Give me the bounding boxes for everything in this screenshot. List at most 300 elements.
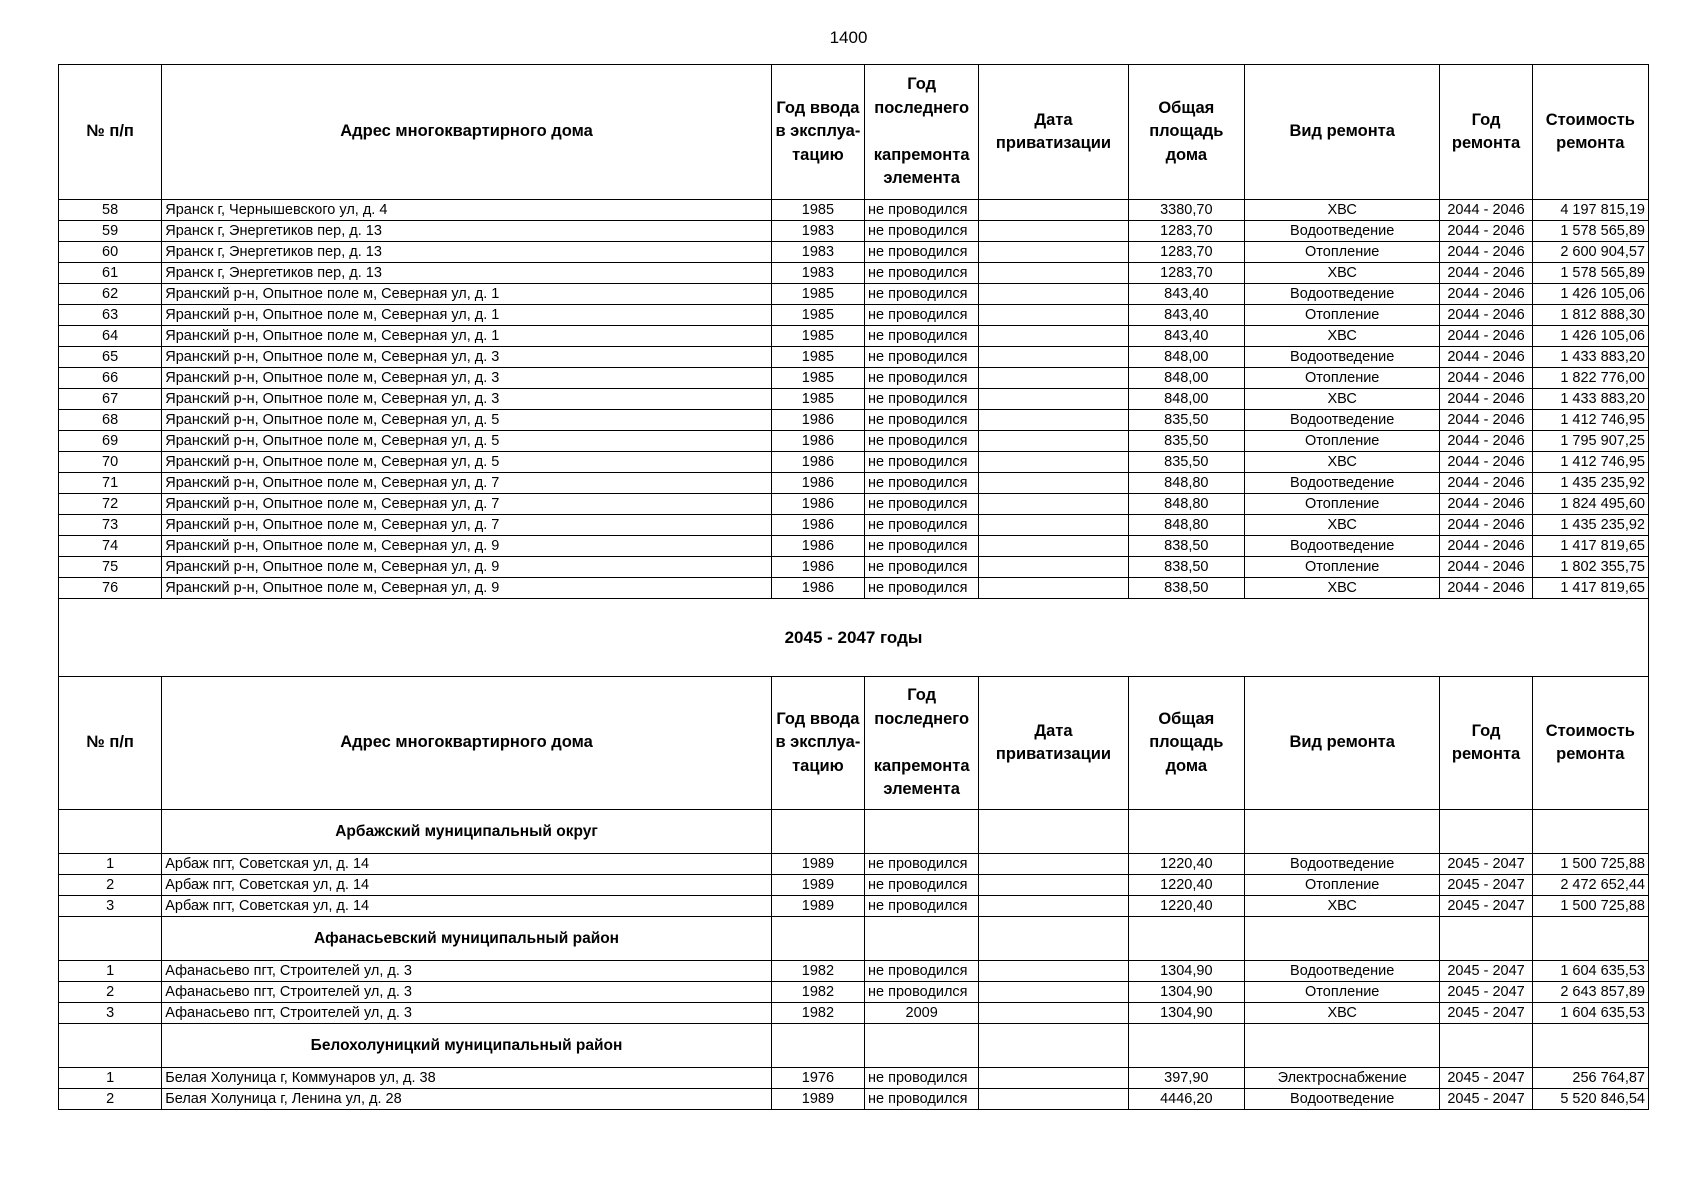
cell-repair-type: Электроснабжение — [1244, 1068, 1439, 1089]
cell-year: 1983 — [771, 263, 864, 284]
cell-repair-type: ХВС — [1244, 515, 1439, 536]
header-last-repair — [865, 677, 979, 810]
cell-num: 75 — [59, 557, 162, 578]
header-area: Общая площадь дома — [1128, 677, 1244, 810]
empty-cell — [59, 1024, 162, 1068]
cell-last-repair: не проводился — [865, 982, 979, 1003]
cell-area: 848,00 — [1128, 347, 1244, 368]
table-row — [59, 431, 1649, 452]
cell-privatization — [979, 305, 1128, 326]
cell-privatization — [979, 263, 1128, 284]
cell-year: 1986 — [771, 431, 864, 452]
cell-repair-type: Отопление — [1244, 982, 1439, 1003]
empty-cell — [979, 1024, 1128, 1068]
table-header-row — [59, 65, 1649, 200]
cell-address: Яранск г, Энергетиков пер, д. 13 — [162, 242, 772, 263]
cell-last-repair: не проводился — [865, 578, 979, 599]
cell-repair-period: 2044 - 2046 — [1440, 431, 1532, 452]
empty-cell — [59, 810, 162, 854]
cell-privatization — [979, 961, 1128, 982]
cell-repair-period: 2045 - 2047 — [1440, 1068, 1532, 1089]
cell-address: Яранский р-н, Опытное поле м, Северная ул, д. 7 — [162, 494, 772, 515]
cell-repair-period: 2044 - 2046 — [1440, 368, 1532, 389]
cell-repair-period: 2044 - 2046 — [1440, 557, 1532, 578]
cell-cost: 1 412 746,95 — [1532, 410, 1648, 431]
cell-year: 1986 — [771, 515, 864, 536]
cell-last-repair: не проводился — [865, 536, 979, 557]
table-row — [59, 896, 1649, 917]
cell-privatization — [979, 326, 1128, 347]
cell-repair-type: ХВС — [1244, 1003, 1439, 1024]
empty-cell — [1128, 917, 1244, 961]
cell-repair-period: 2044 - 2046 — [1440, 200, 1532, 221]
cell-repair-period: 2044 - 2046 — [1440, 452, 1532, 473]
cell-last-repair: не проводился — [865, 494, 979, 515]
empty-cell — [1244, 810, 1439, 854]
empty-cell — [1532, 810, 1648, 854]
table-row — [59, 305, 1649, 326]
empty-cell — [1440, 810, 1532, 854]
cell-address: Арбаж пгт, Советская ул, д. 14 — [162, 875, 772, 896]
cell-year: 1982 — [771, 1003, 864, 1024]
cell-repair-period: 2044 - 2046 — [1440, 305, 1532, 326]
cell-repair-period: 2044 - 2046 — [1440, 473, 1532, 494]
cell-num: 1 — [59, 1068, 162, 1089]
cell-last-repair: не проводился — [865, 242, 979, 263]
cell-repair-type: ХВС — [1244, 389, 1439, 410]
cell-privatization — [979, 200, 1128, 221]
cell-cost: 1 433 883,20 — [1532, 389, 1648, 410]
cell-privatization — [979, 389, 1128, 410]
cell-privatization — [979, 875, 1128, 896]
district-row — [59, 810, 1649, 854]
cell-address: Белая Холуница г, Коммунаров ул, д. 38 — [162, 1068, 772, 1089]
table-row — [59, 368, 1649, 389]
page-number: 1400 — [829, 28, 868, 47]
table-row — [59, 200, 1649, 221]
cell-address: Яранский р-н, Опытное поле м, Северная ул, д. 5 — [162, 431, 772, 452]
cell-last-repair: не проводился — [865, 854, 979, 875]
table-row — [59, 473, 1649, 494]
header-last-repair-line1: Год последнего — [874, 75, 970, 117]
cell-cost: 1 426 105,06 — [1532, 326, 1648, 347]
cell-area: 1220,40 — [1128, 854, 1244, 875]
table-row — [59, 452, 1649, 473]
cell-privatization — [979, 557, 1128, 578]
header-address: Адрес многоквартирного дома — [162, 677, 772, 810]
cell-address: Яранский р-н, Опытное поле м, Северная ул, д. 5 — [162, 452, 772, 473]
cell-area: 843,40 — [1128, 326, 1244, 347]
cell-repair-type: ХВС — [1244, 263, 1439, 284]
cell-repair-type: Отопление — [1244, 494, 1439, 515]
empty-cell — [1440, 917, 1532, 961]
cell-area: 838,50 — [1128, 536, 1244, 557]
cell-privatization — [979, 221, 1128, 242]
header-repair-year: Год ремонта — [1440, 677, 1532, 810]
district-row — [59, 917, 1649, 961]
cell-num: 63 — [59, 305, 162, 326]
cell-cost: 1 824 495,60 — [1532, 494, 1648, 515]
cell-last-repair: не проводился — [865, 221, 979, 242]
cell-year: 1989 — [771, 896, 864, 917]
district-row — [59, 1024, 1649, 1068]
cell-repair-period: 2044 - 2046 — [1440, 242, 1532, 263]
cell-cost: 256 764,87 — [1532, 1068, 1648, 1089]
cell-year: 1986 — [771, 557, 864, 578]
cell-repair-type: ХВС — [1244, 578, 1439, 599]
header-last-repair — [865, 65, 979, 200]
cell-year: 1983 — [771, 242, 864, 263]
cell-privatization — [979, 347, 1128, 368]
empty-cell — [865, 810, 979, 854]
cell-cost: 1 822 776,00 — [1532, 368, 1648, 389]
cell-cost: 1 604 635,53 — [1532, 1003, 1648, 1024]
empty-cell — [1128, 1024, 1244, 1068]
cell-area: 4446,20 — [1128, 1089, 1244, 1110]
empty-cell — [979, 917, 1128, 961]
cell-area: 838,50 — [1128, 557, 1244, 578]
cell-repair-period: 2045 - 2047 — [1440, 896, 1532, 917]
cell-last-repair: не проводился — [865, 284, 979, 305]
cell-area: 1220,40 — [1128, 875, 1244, 896]
cell-repair-type: Водоотведение — [1244, 284, 1439, 305]
cell-year: 1986 — [771, 473, 864, 494]
cell-year: 1986 — [771, 452, 864, 473]
cell-address: Яранский р-н, Опытное поле м, Северная ул, д. 1 — [162, 305, 772, 326]
header-cost: Стоимость ремонта — [1532, 65, 1648, 200]
cell-year: 1989 — [771, 1089, 864, 1110]
table-row — [59, 515, 1649, 536]
header-privatization: Дата приватизации — [979, 677, 1128, 810]
cell-area: 1220,40 — [1128, 896, 1244, 917]
cell-cost: 1 802 355,75 — [1532, 557, 1648, 578]
cell-area: 397,90 — [1128, 1068, 1244, 1089]
cell-privatization — [979, 452, 1128, 473]
cell-num: 67 — [59, 389, 162, 410]
cell-cost: 1 435 235,92 — [1532, 473, 1648, 494]
cell-repair-period: 2044 - 2046 — [1440, 326, 1532, 347]
header-last-repair-line1: Год последнего — [874, 686, 970, 728]
cell-repair-period: 2044 - 2046 — [1440, 536, 1532, 557]
header-num: № п/п — [59, 65, 162, 200]
cell-year: 1985 — [771, 305, 864, 326]
cell-num: 68 — [59, 410, 162, 431]
cell-repair-period: 2045 - 2047 — [1440, 961, 1532, 982]
cell-repair-period: 2044 - 2046 — [1440, 578, 1532, 599]
cell-privatization — [979, 410, 1128, 431]
cell-address: Яранск г, Энергетиков пер, д. 13 — [162, 263, 772, 284]
cell-num: 3 — [59, 1003, 162, 1024]
cell-address: Яранский р-н, Опытное поле м, Северная ул, д. 1 — [162, 284, 772, 305]
cell-privatization — [979, 494, 1128, 515]
cell-num: 71 — [59, 473, 162, 494]
cell-cost: 2 600 904,57 — [1532, 242, 1648, 263]
header-privatization: Дата приватизации — [979, 65, 1128, 200]
cell-address: Яранский р-н, Опытное поле м, Северная ул, д. 9 — [162, 557, 772, 578]
cell-last-repair: 2009 — [865, 1003, 979, 1024]
cell-year: 1976 — [771, 1068, 864, 1089]
cell-privatization — [979, 284, 1128, 305]
cell-address: Арбаж пгт, Советская ул, д. 14 — [162, 896, 772, 917]
cell-area: 1283,70 — [1128, 263, 1244, 284]
table-row — [59, 389, 1649, 410]
header-num: № п/п — [59, 677, 162, 810]
cell-num: 61 — [59, 263, 162, 284]
table-row — [59, 536, 1649, 557]
header-repair-type: Вид ремонта — [1244, 677, 1439, 810]
cell-repair-type: Отопление — [1244, 557, 1439, 578]
cell-privatization — [979, 1089, 1128, 1110]
cell-repair-period: 2044 - 2046 — [1440, 494, 1532, 515]
cell-last-repair: не проводился — [865, 389, 979, 410]
cell-repair-period: 2045 - 2047 — [1440, 982, 1532, 1003]
cell-repair-type: Водоотведение — [1244, 473, 1439, 494]
cell-area: 838,50 — [1128, 578, 1244, 599]
cell-area: 848,80 — [1128, 494, 1244, 515]
header-repair-type: Вид ремонта — [1244, 65, 1439, 200]
cell-address: Яранский р-н, Опытное поле м, Северная ул, д. 5 — [162, 410, 772, 431]
cell-last-repair: не проводился — [865, 452, 979, 473]
cell-num: 74 — [59, 536, 162, 557]
empty-cell — [771, 917, 864, 961]
header-last-repair-line2: капремонта элемента — [873, 756, 970, 799]
cell-privatization — [979, 431, 1128, 452]
cell-num: 76 — [59, 578, 162, 599]
header-cost: Стоимость ремонта — [1532, 677, 1648, 810]
cell-repair-period: 2044 - 2046 — [1440, 410, 1532, 431]
cell-num: 2 — [59, 875, 162, 896]
cell-privatization — [979, 1068, 1128, 1089]
cell-cost: 1 604 635,53 — [1532, 961, 1648, 982]
cell-address: Белая Холуница г, Ленина ул, д. 28 — [162, 1089, 772, 1110]
cell-num: 3 — [59, 896, 162, 917]
cell-year: 1989 — [771, 854, 864, 875]
cell-privatization — [979, 854, 1128, 875]
cell-last-repair: не проводился — [865, 347, 979, 368]
cell-address: Яранский р-н, Опытное поле м, Северная ул, д. 3 — [162, 389, 772, 410]
table-row — [59, 854, 1649, 875]
table-row — [59, 578, 1649, 599]
cell-year: 1982 — [771, 982, 864, 1003]
cell-repair-period: 2044 - 2046 — [1440, 347, 1532, 368]
table-row — [59, 1089, 1649, 1110]
cell-last-repair: не проводился — [865, 410, 979, 431]
table-row — [59, 982, 1649, 1003]
cell-num: 1 — [59, 961, 162, 982]
cell-privatization — [979, 982, 1128, 1003]
cell-year: 1985 — [771, 347, 864, 368]
cell-repair-type: Водоотведение — [1244, 854, 1439, 875]
cell-last-repair: не проводился — [865, 896, 979, 917]
empty-cell — [1532, 917, 1648, 961]
cell-privatization — [979, 368, 1128, 389]
cell-last-repair: не проводился — [865, 1089, 979, 1110]
cell-area: 843,40 — [1128, 305, 1244, 326]
cell-repair-period: 2045 - 2047 — [1440, 1003, 1532, 1024]
cell-repair-type: ХВС — [1244, 200, 1439, 221]
repair-register-table — [58, 64, 1649, 1110]
cell-address: Яранский р-н, Опытное поле м, Северная ул, д. 7 — [162, 473, 772, 494]
cell-privatization — [979, 578, 1128, 599]
cell-address: Арбаж пгт, Советская ул, д. 14 — [162, 854, 772, 875]
cell-cost: 1 417 819,65 — [1532, 536, 1648, 557]
header-repair-year: Год ремонта — [1440, 65, 1532, 200]
cell-address: Яранский р-н, Опытное поле м, Северная ул, д. 9 — [162, 578, 772, 599]
table-header-row-2 — [59, 677, 1649, 810]
cell-repair-period: 2045 - 2047 — [1440, 854, 1532, 875]
empty-cell — [979, 810, 1128, 854]
cell-privatization — [979, 1003, 1128, 1024]
cell-num: 65 — [59, 347, 162, 368]
section-title-row — [59, 599, 1649, 677]
cell-year: 1985 — [771, 200, 864, 221]
table-row — [59, 557, 1649, 578]
cell-area: 3380,70 — [1128, 200, 1244, 221]
district-name: Арбажский муниципальный округ — [162, 810, 772, 854]
cell-privatization — [979, 896, 1128, 917]
district-name: Белохолуницкий муниципальный район — [162, 1024, 772, 1068]
cell-privatization — [979, 515, 1128, 536]
cell-area: 835,50 — [1128, 410, 1244, 431]
cell-last-repair: не проводился — [865, 1068, 979, 1089]
cell-area: 848,80 — [1128, 473, 1244, 494]
cell-num: 58 — [59, 200, 162, 221]
cell-privatization — [979, 473, 1128, 494]
cell-repair-type: Отопление — [1244, 431, 1439, 452]
cell-repair-type: Водоотведение — [1244, 221, 1439, 242]
header-last-repair-line2: капремонта элемента — [873, 145, 970, 188]
cell-repair-type: Водоотведение — [1244, 961, 1439, 982]
table-row — [59, 875, 1649, 896]
cell-area: 843,40 — [1128, 284, 1244, 305]
cell-repair-period: 2045 - 2047 — [1440, 875, 1532, 896]
cell-year: 1983 — [771, 221, 864, 242]
cell-repair-type: Отопление — [1244, 242, 1439, 263]
cell-last-repair: не проводился — [865, 515, 979, 536]
cell-area: 835,50 — [1128, 452, 1244, 473]
cell-address: Яранск г, Чернышевского ул, д. 4 — [162, 200, 772, 221]
cell-last-repair: не проводился — [865, 305, 979, 326]
cell-address: Яранск г, Энергетиков пер, д. 13 — [162, 221, 772, 242]
table-row — [59, 284, 1649, 305]
cell-repair-type: Водоотведение — [1244, 347, 1439, 368]
cell-repair-type: Водоотведение — [1244, 1089, 1439, 1110]
district-name: Афанасьевский муниципальный район — [162, 917, 772, 961]
empty-cell — [1128, 810, 1244, 854]
table-row — [59, 961, 1649, 982]
cell-cost: 5 520 846,54 — [1532, 1089, 1648, 1110]
cell-area: 848,80 — [1128, 515, 1244, 536]
cell-repair-type: ХВС — [1244, 326, 1439, 347]
cell-address: Афанасьево пгт, Строителей ул, д. 3 — [162, 961, 772, 982]
cell-address: Яранский р-н, Опытное поле м, Северная ул, д. 3 — [162, 368, 772, 389]
cell-cost: 1 412 746,95 — [1532, 452, 1648, 473]
cell-year: 1989 — [771, 875, 864, 896]
table-row — [59, 221, 1649, 242]
cell-last-repair: не проводился — [865, 368, 979, 389]
cell-repair-type: Отопление — [1244, 305, 1439, 326]
cell-year: 1985 — [771, 389, 864, 410]
cell-last-repair: не проводился — [865, 326, 979, 347]
empty-cell — [865, 1024, 979, 1068]
cell-address: Яранский р-н, Опытное поле м, Северная ул, д. 7 — [162, 515, 772, 536]
cell-repair-period: 2044 - 2046 — [1440, 263, 1532, 284]
cell-repair-type: ХВС — [1244, 452, 1439, 473]
cell-area: 835,50 — [1128, 431, 1244, 452]
cell-cost: 1 795 907,25 — [1532, 431, 1648, 452]
cell-area: 848,00 — [1128, 389, 1244, 410]
cell-num: 1 — [59, 854, 162, 875]
cell-area: 1304,90 — [1128, 982, 1244, 1003]
table-row — [59, 1068, 1649, 1089]
cell-last-repair: не проводился — [865, 200, 979, 221]
cell-address: Яранский р-н, Опытное поле м, Северная ул, д. 1 — [162, 326, 772, 347]
cell-num: 2 — [59, 1089, 162, 1110]
empty-cell — [771, 1024, 864, 1068]
cell-repair-type: Водоотведение — [1244, 536, 1439, 557]
cell-area: 1304,90 — [1128, 1003, 1244, 1024]
cell-num: 66 — [59, 368, 162, 389]
cell-year: 1982 — [771, 961, 864, 982]
cell-address: Яранский р-н, Опытное поле м, Северная ул, д. 9 — [162, 536, 772, 557]
cell-year: 1986 — [771, 536, 864, 557]
cell-year: 1986 — [771, 410, 864, 431]
cell-year: 1985 — [771, 368, 864, 389]
cell-repair-type: Отопление — [1244, 368, 1439, 389]
empty-cell — [771, 810, 864, 854]
cell-address: Яранский р-н, Опытное поле м, Северная ул, д. 3 — [162, 347, 772, 368]
cell-area: 848,00 — [1128, 368, 1244, 389]
cell-privatization — [979, 536, 1128, 557]
cell-num: 69 — [59, 431, 162, 452]
cell-last-repair: не проводился — [865, 473, 979, 494]
cell-cost: 1 500 725,88 — [1532, 854, 1648, 875]
cell-privatization — [979, 242, 1128, 263]
cell-num: 59 — [59, 221, 162, 242]
table-row — [59, 1003, 1649, 1024]
empty-cell — [59, 917, 162, 961]
header-area: Общая площадь дома — [1128, 65, 1244, 200]
cell-cost: 2 643 857,89 — [1532, 982, 1648, 1003]
cell-repair-type: Водоотведение — [1244, 410, 1439, 431]
cell-repair-period: 2045 - 2047 — [1440, 1089, 1532, 1110]
empty-cell — [1440, 1024, 1532, 1068]
empty-cell — [1532, 1024, 1648, 1068]
header-year-commission: Год ввода в эксплуа-тацию — [771, 677, 864, 810]
cell-cost: 1 500 725,88 — [1532, 896, 1648, 917]
empty-cell — [1244, 917, 1439, 961]
empty-cell — [865, 917, 979, 961]
cell-last-repair: не проводился — [865, 263, 979, 284]
cell-year: 1986 — [771, 578, 864, 599]
cell-area: 1283,70 — [1128, 221, 1244, 242]
cell-num: 60 — [59, 242, 162, 263]
cell-address: Афанасьево пгт, Строителей ул, д. 3 — [162, 982, 772, 1003]
cell-num: 72 — [59, 494, 162, 515]
header-year-commission: Год ввода в эксплуа-тацию — [771, 65, 864, 200]
cell-year: 1985 — [771, 284, 864, 305]
cell-num: 73 — [59, 515, 162, 536]
cell-last-repair: не проводился — [865, 875, 979, 896]
cell-repair-period: 2044 - 2046 — [1440, 515, 1532, 536]
cell-cost: 1 578 565,89 — [1532, 263, 1648, 284]
cell-area: 1304,90 — [1128, 961, 1244, 982]
table-row — [59, 410, 1649, 431]
cell-cost: 1 435 235,92 — [1532, 515, 1648, 536]
cell-repair-period: 2044 - 2046 — [1440, 284, 1532, 305]
table-row — [59, 242, 1649, 263]
table-row — [59, 494, 1649, 515]
